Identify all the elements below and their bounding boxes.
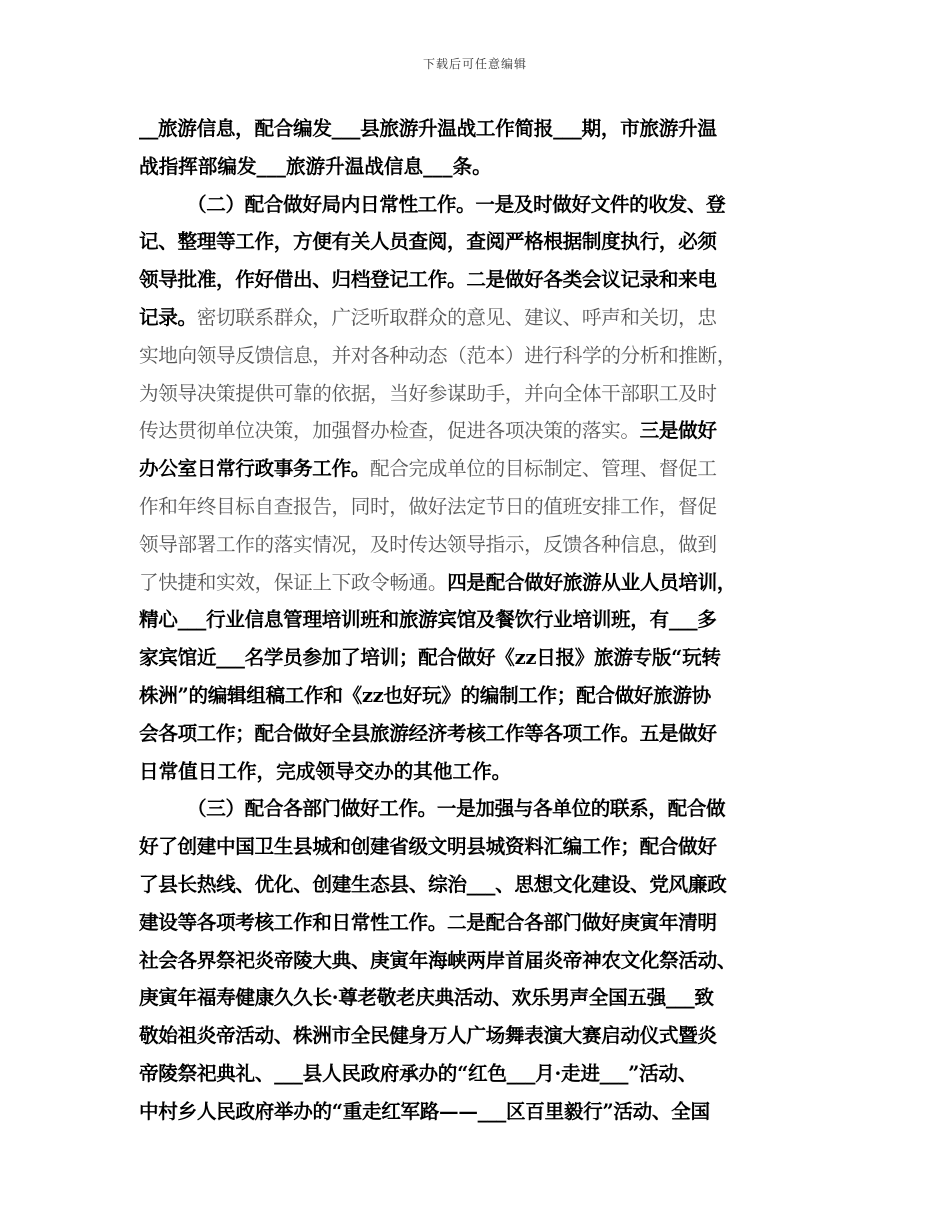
emphasis-text-segment: 办公室日常行政事务工作。 — [139, 457, 371, 481]
text-line — [139, 337, 819, 375]
text-line — [139, 942, 819, 980]
body-text-segment: 领导部署工作的落实情况，及时传达领导指示，反馈各种信息，做到 — [139, 532, 717, 556]
body-text-segment: 作和年终目标自查报告，同时，做好法定节日的值班安排工作，督促 — [139, 494, 717, 518]
text-line — [139, 1055, 819, 1093]
emphasis-text-segment: 株洲”的编辑组稿工作和《zz也好玩》的编制工作；配合做好旅游协 — [139, 683, 711, 707]
text-line — [139, 828, 819, 866]
page-header: 下载后可任意编辑 — [422, 57, 527, 71]
text-line — [139, 110, 819, 148]
text-line — [139, 639, 819, 677]
text-line — [139, 526, 819, 564]
emphasis-text-segment: 敬始祖炎帝活动、株洲市全民健身万人广场舞表演大赛启动仪式暨炎 — [139, 1024, 717, 1048]
text-line — [139, 412, 819, 450]
text-line — [139, 790, 819, 828]
document-body — [139, 110, 819, 1131]
emphasis-text-segment: 庚寅年福寿健康久久长·尊老敬老庆典活动、欢乐男声全国五强___致 — [139, 986, 714, 1010]
emphasis-text-segment: 四是配合做好旅游从业人员培训， — [447, 570, 737, 594]
emphasis-text-segment: 好了创建中国卫生县城和创建省级文明县城资料汇编工作；配合做好 — [139, 835, 717, 859]
text-line — [139, 677, 819, 715]
emphasis-text-segment: __旅游信息，配合编发___县旅游升温战工作简报___期，市旅游升温 — [139, 117, 717, 140]
emphasis-text-segment: 三是做好 — [639, 419, 717, 443]
emphasis-text-segment: 战指挥部编发___旅游升温战信息___条。 — [139, 154, 492, 178]
emphasis-text-segment: 领导批准，作好借出、归档登记工作。二是做好各类会议记录和来电 — [139, 268, 717, 292]
emphasis-text-segment: 家宾馆近___名学员参加了培训；配合做好《zz日报》旅游专版“玩转 — [139, 646, 721, 670]
text-line — [139, 1093, 819, 1131]
text-line — [139, 488, 819, 526]
emphasis-text-segment: 记、整理等工作，方便有关人员查阅，查阅严格根据制度执行，必须 — [139, 230, 717, 254]
emphasis-text-segment: 建设等各项考核工作和日常性工作。二是配合各部门做好庚寅年清明 — [139, 910, 717, 934]
emphasis-text-segment: （二）配合做好局内日常性工作。一是及时做好文件的收发、登 — [187, 192, 726, 216]
text-line — [139, 148, 819, 186]
text-line — [139, 1017, 819, 1055]
body-text-segment: 传达贯彻单位决策，加强督办检查，促进各项决策的落实。 — [139, 419, 640, 443]
text-line — [139, 261, 819, 299]
body-text-segment: 密切联系群众，广泛听取群众的意见、建议、呼声和关切，忠 — [196, 305, 717, 329]
emphasis-text-segment: 了县长热线、优化、创建生态县、综治___、思想文化建设、党风廉政 — [139, 872, 727, 896]
body-text-segment: 实地向领导反馈信息，并对各种动态（范本）进行科学的分析和推断， — [139, 343, 737, 367]
text-line — [139, 450, 819, 488]
body-text-segment: 为领导决策提供可靠的依据，当好参谋助手，并向全体干部职工及时 — [139, 381, 717, 405]
text-line — [139, 866, 819, 904]
text-line — [139, 753, 819, 791]
body-text-segment: 了快捷和实效，保证上下政令畅通。 — [139, 570, 448, 594]
emphasis-text-segment: 社会各界祭祀炎帝陵大典、庚寅年海峡两岸首届炎帝神农文化祭活动、 — [139, 948, 737, 972]
text-line — [139, 979, 819, 1017]
emphasis-text-segment: 中村乡人民政府举办的“重走红军路——___区百里毅行”活动、全国 — [139, 1099, 710, 1123]
text-line — [139, 904, 819, 942]
emphasis-text-segment: 帝陵祭祀典礼、___县人民政府承办的“红色___月·走进___”活动、 — [139, 1061, 698, 1085]
text-line — [139, 223, 819, 261]
emphasis-text-segment: 会各项工作；配合做好全县旅游经济考核工作等各项工作。五是做好 — [139, 721, 717, 745]
text-line — [139, 564, 819, 602]
body-text-segment: 配合完成单位的目标制定、管理、督促工 — [370, 457, 717, 481]
emphasis-text-segment: （三）配合各部门做好工作。一是加强与各单位的联系，配合做 — [187, 797, 726, 821]
text-line — [139, 375, 819, 413]
emphasis-text-segment: 精心___行业信息管理培训班和旅游宾馆及餐饮行业培训班，有___多 — [139, 608, 717, 632]
text-line — [139, 299, 819, 337]
emphasis-text-segment: 记录。 — [139, 305, 197, 329]
text-line — [139, 601, 819, 639]
emphasis-text-segment: 日常值日工作，完成领导交办的其他工作。 — [139, 759, 512, 783]
text-line — [139, 186, 819, 224]
text-line — [139, 715, 819, 753]
